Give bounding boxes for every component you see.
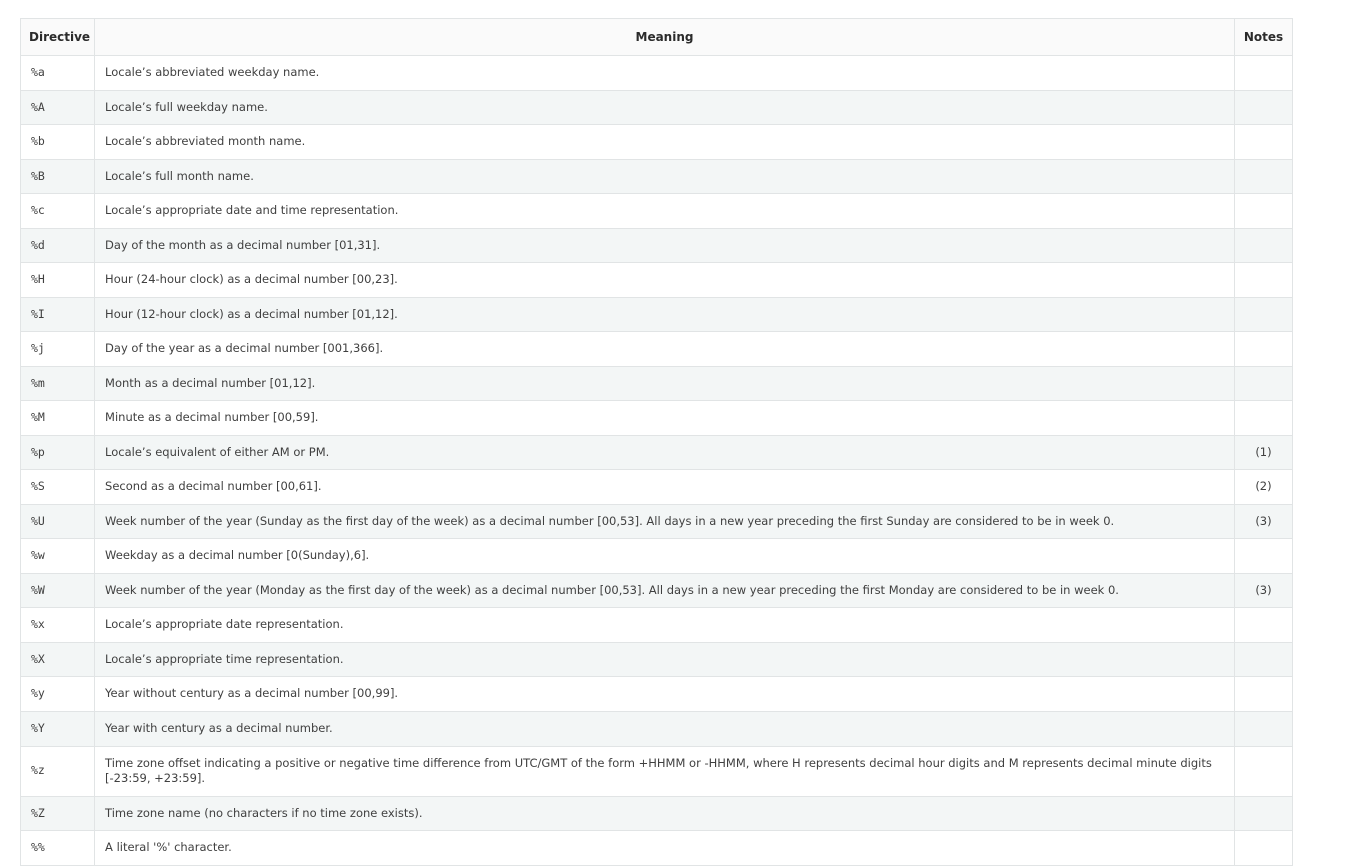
table-row [21, 677, 1293, 712]
cell-meaning: Locale’s abbreviated weekday name. [95, 56, 1235, 91]
cell-notes [1234, 746, 1292, 796]
cell-meaning: Month as a decimal number [01,12]. [95, 366, 1235, 401]
cell-meaning: Weekday as a decimal number [0(Sunday),6]. [95, 539, 1235, 574]
table-row [21, 435, 1293, 470]
cell-meaning: Locale’s appropriate date and time representation. [95, 194, 1235, 229]
cell-directive: %p [21, 435, 95, 470]
cell-directive: %b [21, 125, 95, 160]
cell-notes [1234, 228, 1292, 263]
table-row [21, 366, 1293, 401]
cell-meaning: Locale’s appropriate time representation. [95, 642, 1235, 677]
table-row [21, 642, 1293, 677]
cell-directive: %d [21, 228, 95, 263]
cell-directive: %U [21, 504, 95, 539]
table-row [21, 90, 1293, 125]
cell-meaning: Day of the year as a decimal number [001,366]. [95, 332, 1235, 367]
cell-notes [1234, 401, 1292, 436]
table-row [21, 194, 1293, 229]
table-row [21, 831, 1293, 866]
cell-directive: %m [21, 366, 95, 401]
table-row [21, 56, 1293, 91]
cell-meaning: Minute as a decimal number [00,59]. [95, 401, 1235, 436]
column-header-notes: Notes [1234, 19, 1292, 56]
cell-meaning: A literal '%' character. [95, 831, 1235, 866]
cell-meaning: Time zone offset indicating a positive or negative time difference from UTC/GMT of the form +HHMM or -HHMM, where H represents decimal hour digits and M represents decimal minute digits [-23:59, +23:59]. [95, 746, 1235, 796]
cell-meaning: Week number of the year (Monday as the first day of the week) as a decimal number [00,53]. All days in a new year preceding the first Monday are considered to be in week 0. [95, 573, 1235, 608]
table-row [21, 332, 1293, 367]
cell-notes [1234, 332, 1292, 367]
table-row [21, 263, 1293, 298]
cell-meaning: Hour (12-hour clock) as a decimal number [01,12]. [95, 297, 1235, 332]
cell-directive: %z [21, 746, 95, 796]
table-row [21, 228, 1293, 263]
cell-meaning: Locale’s equivalent of either AM or PM. [95, 435, 1235, 470]
cell-meaning: Locale’s full month name. [95, 159, 1235, 194]
cell-notes [1234, 366, 1292, 401]
table-row [21, 608, 1293, 643]
cell-meaning: Year without century as a decimal number [00,99]. [95, 677, 1235, 712]
cell-directive: %I [21, 297, 95, 332]
cell-notes [1234, 539, 1292, 574]
table-row [21, 796, 1293, 831]
cell-meaning: Locale’s appropriate date representation. [95, 608, 1235, 643]
cell-directive: %y [21, 677, 95, 712]
cell-meaning: Day of the month as a decimal number [01,31]. [95, 228, 1235, 263]
table-header [21, 19, 1293, 56]
cell-directive: %B [21, 159, 95, 194]
cell-notes [1234, 642, 1292, 677]
table-row [21, 401, 1293, 436]
cell-directive: %% [21, 831, 95, 866]
cell-notes: (3) [1234, 573, 1292, 608]
column-header-meaning: Meaning [95, 19, 1235, 56]
cell-meaning: Locale’s full weekday name. [95, 90, 1235, 125]
table-row [21, 539, 1293, 574]
cell-notes [1234, 297, 1292, 332]
cell-directive: %M [21, 401, 95, 436]
table-row [21, 746, 1293, 796]
cell-notes [1234, 125, 1292, 160]
cell-directive: %S [21, 470, 95, 505]
cell-notes [1234, 90, 1292, 125]
strftime-directive-table [20, 18, 1293, 866]
cell-meaning: Hour (24-hour clock) as a decimal number [00,23]. [95, 263, 1235, 298]
table-row [21, 297, 1293, 332]
cell-directive: %H [21, 263, 95, 298]
table-body [21, 56, 1293, 865]
cell-meaning: Locale’s abbreviated month name. [95, 125, 1235, 160]
table-row [21, 470, 1293, 505]
cell-directive: %Z [21, 796, 95, 831]
table-row [21, 573, 1293, 608]
table-row [21, 711, 1293, 746]
cell-directive: %x [21, 608, 95, 643]
cell-directive: %j [21, 332, 95, 367]
cell-meaning: Time zone name (no characters if no time zone exists). [95, 796, 1235, 831]
cell-notes [1234, 796, 1292, 831]
cell-directive: %w [21, 539, 95, 574]
cell-directive: %a [21, 56, 95, 91]
cell-notes [1234, 56, 1292, 91]
cell-notes: (2) [1234, 470, 1292, 505]
table-row [21, 159, 1293, 194]
cell-meaning: Week number of the year (Sunday as the first day of the week) as a decimal number [00,53]. All days in a new year preceding the first Sunday are considered to be in week 0. [95, 504, 1235, 539]
table-header-row [21, 19, 1293, 56]
cell-notes [1234, 194, 1292, 229]
cell-notes [1234, 831, 1292, 866]
table-row [21, 125, 1293, 160]
cell-meaning: Second as a decimal number [00,61]. [95, 470, 1235, 505]
cell-notes [1234, 677, 1292, 712]
cell-meaning: Year with century as a decimal number. [95, 711, 1235, 746]
cell-notes [1234, 159, 1292, 194]
cell-directive: %c [21, 194, 95, 229]
cell-directive: %Y [21, 711, 95, 746]
cell-directive: %A [21, 90, 95, 125]
cell-notes: (3) [1234, 504, 1292, 539]
cell-directive: %X [21, 642, 95, 677]
cell-notes [1234, 608, 1292, 643]
column-header-directive: Directive [21, 19, 95, 56]
cell-notes [1234, 711, 1292, 746]
cell-notes: (1) [1234, 435, 1292, 470]
cell-notes [1234, 263, 1292, 298]
table-row [21, 504, 1293, 539]
cell-directive: %W [21, 573, 95, 608]
